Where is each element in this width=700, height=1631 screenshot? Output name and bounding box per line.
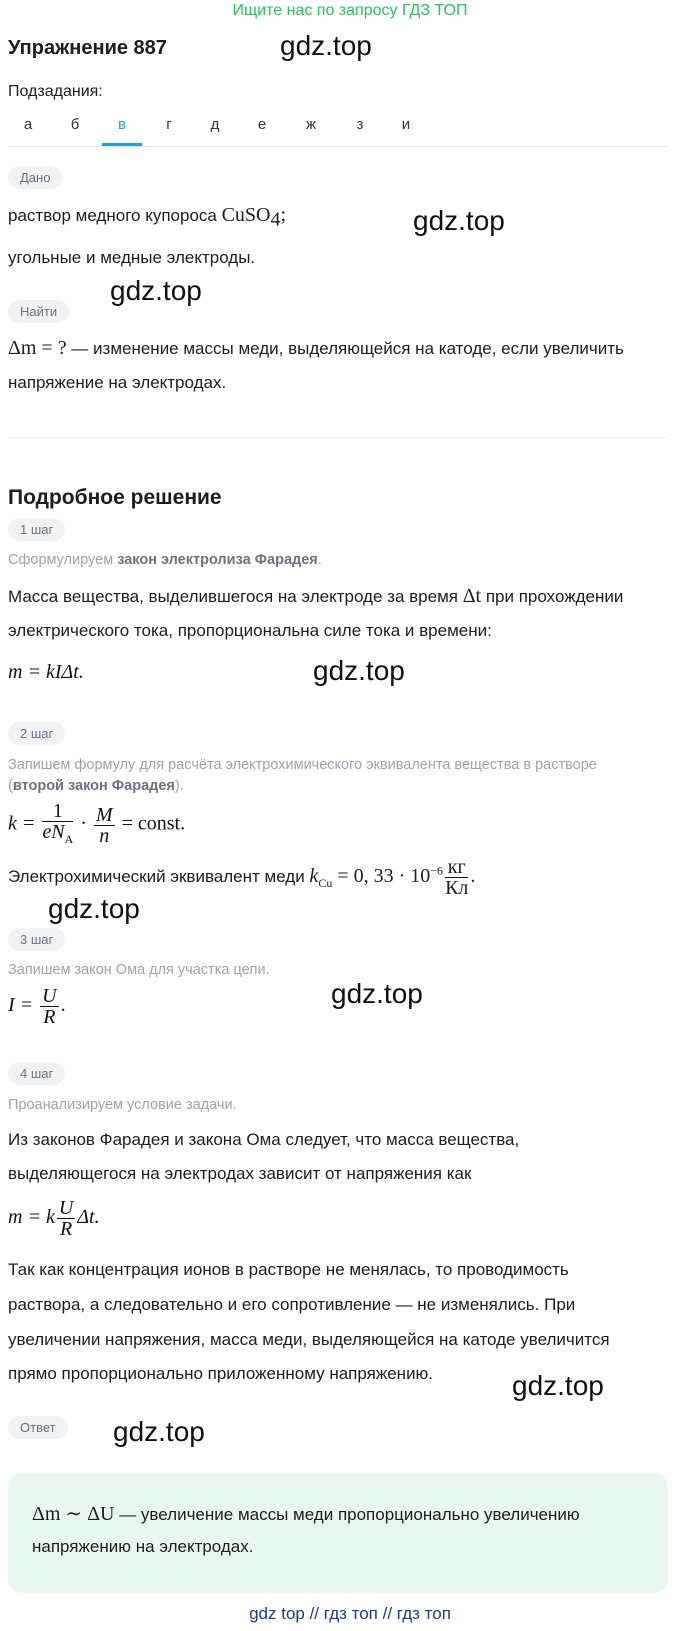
given-line-1: раствор медного купороса CuSO$_4$; bbox=[8, 204, 287, 231]
step-1-intro: Сформулируем закон электролиза Фарадея. bbox=[8, 552, 322, 568]
step-1-text-1: Масса вещества, выделившегося на электроде за время Δt при прохождении bbox=[8, 585, 624, 607]
tab-d[interactable]: д bbox=[210, 116, 220, 133]
step-4-paragraph-3: увеличении напряжения, масса меди, выделяющейся на катоде увеличится bbox=[8, 1330, 610, 1349]
step-1-pill: 1 шаг bbox=[8, 518, 65, 541]
subtask-tabs bbox=[8, 112, 668, 147]
step-4-text-1: Из законов Фарадея и закона Ома следует, что масса вещества, bbox=[8, 1130, 520, 1149]
watermark: gdz.top bbox=[313, 655, 405, 686]
step-2-intro-2: (второй закон Фарадея). bbox=[8, 778, 184, 794]
step-2-text: Электрохимический эквивалент меди $k_{Cu} = 0$, $33 \cdot 10^{-6}$ $\frac{кг}{Кл}$ . bbox=[8, 856, 476, 899]
footer-links[interactable]: gdz top // гдз топ // гдз топ bbox=[249, 1604, 451, 1623]
answer-line-2: напряжению на электродах. bbox=[32, 1537, 254, 1556]
subtasks-label: Подзадания: bbox=[8, 83, 103, 100]
watermark: gdz.top bbox=[413, 205, 505, 236]
page-title: Упражнение 887 bbox=[8, 37, 167, 59]
tab-z[interactable]: з bbox=[356, 116, 364, 133]
step-2-formula: k = $\frac{1}{eN_A}$ · $\frac{M}{n}$ = const. bbox=[8, 800, 186, 847]
watermark: gdz.top bbox=[113, 1416, 205, 1447]
answer-box bbox=[8, 1473, 668, 1593]
tab-i[interactable]: и bbox=[401, 116, 411, 133]
step-4-paragraph-1: Так как концентрация ионов в растворе не менялась, то проводимость bbox=[8, 1260, 569, 1279]
watermark: gdz.top bbox=[280, 30, 372, 61]
watermark: gdz.top bbox=[331, 978, 423, 1009]
watermark: gdz.top bbox=[48, 893, 140, 924]
step-3-pill: 3 шаг bbox=[8, 928, 65, 951]
step-4-formula: m = k $\frac{U}{R}$ Δt. bbox=[8, 1197, 100, 1240]
top-banner[interactable]: Ищите нас по запросу ГДЗ ТОП bbox=[232, 2, 468, 19]
step-1-formula: m = kIΔt. bbox=[8, 661, 84, 683]
watermark: gdz.top bbox=[512, 1370, 604, 1401]
find-line-1: Δm = ? — изменение массы меди, выделяющейся на катоде, если увеличить bbox=[8, 337, 624, 359]
given-pill: Дано bbox=[8, 166, 62, 189]
given-line-2: угольные и медные электроды. bbox=[8, 248, 256, 267]
step-2-intro-1: Запишем формулу для расчёта электрохимического эквивалента вещества в растворе bbox=[8, 757, 597, 773]
answer-pill: Ответ bbox=[8, 1416, 68, 1439]
step-3-intro: Запишем закон Ома для участка цепи. bbox=[8, 962, 270, 978]
find-line-2: напряжение на электродах. bbox=[8, 373, 227, 392]
step-3-formula: I = $\frac{U}{R}$ . bbox=[8, 985, 66, 1028]
step-4-text-2: выделяющегося на электродах зависит от напряжения как bbox=[8, 1164, 472, 1183]
tab-zh[interactable]: ж bbox=[305, 116, 317, 133]
step-2-pill: 2 шаг bbox=[8, 722, 65, 745]
tab-e[interactable]: е bbox=[257, 116, 267, 133]
step-1-text-2: электрического тока, пропорциональна силе тока и времени: bbox=[8, 621, 492, 640]
solution-title: Подробное решение bbox=[8, 486, 222, 509]
watermark: gdz.top bbox=[110, 275, 202, 306]
step-4-intro: Проанализируем условие задачи. bbox=[8, 1097, 237, 1113]
divider bbox=[8, 437, 668, 438]
tab-a[interactable]: а bbox=[23, 116, 33, 133]
tab-v[interactable]: в bbox=[102, 116, 142, 146]
answer-line-1: Δm ∼ ΔU — увеличение массы меди пропорционально увеличению bbox=[32, 1503, 580, 1525]
step-4-paragraph-4: прямо пропорционально приложенному напряжению. bbox=[8, 1364, 434, 1383]
tab-b[interactable]: б bbox=[70, 116, 80, 133]
tab-g[interactable]: г bbox=[166, 116, 172, 133]
step-4-paragraph-2: раствора, а следовательно и его сопротивление — не изменялись. При bbox=[8, 1295, 576, 1314]
find-pill: Найти bbox=[8, 300, 69, 323]
step-4-pill: 4 шаг bbox=[8, 1062, 65, 1085]
